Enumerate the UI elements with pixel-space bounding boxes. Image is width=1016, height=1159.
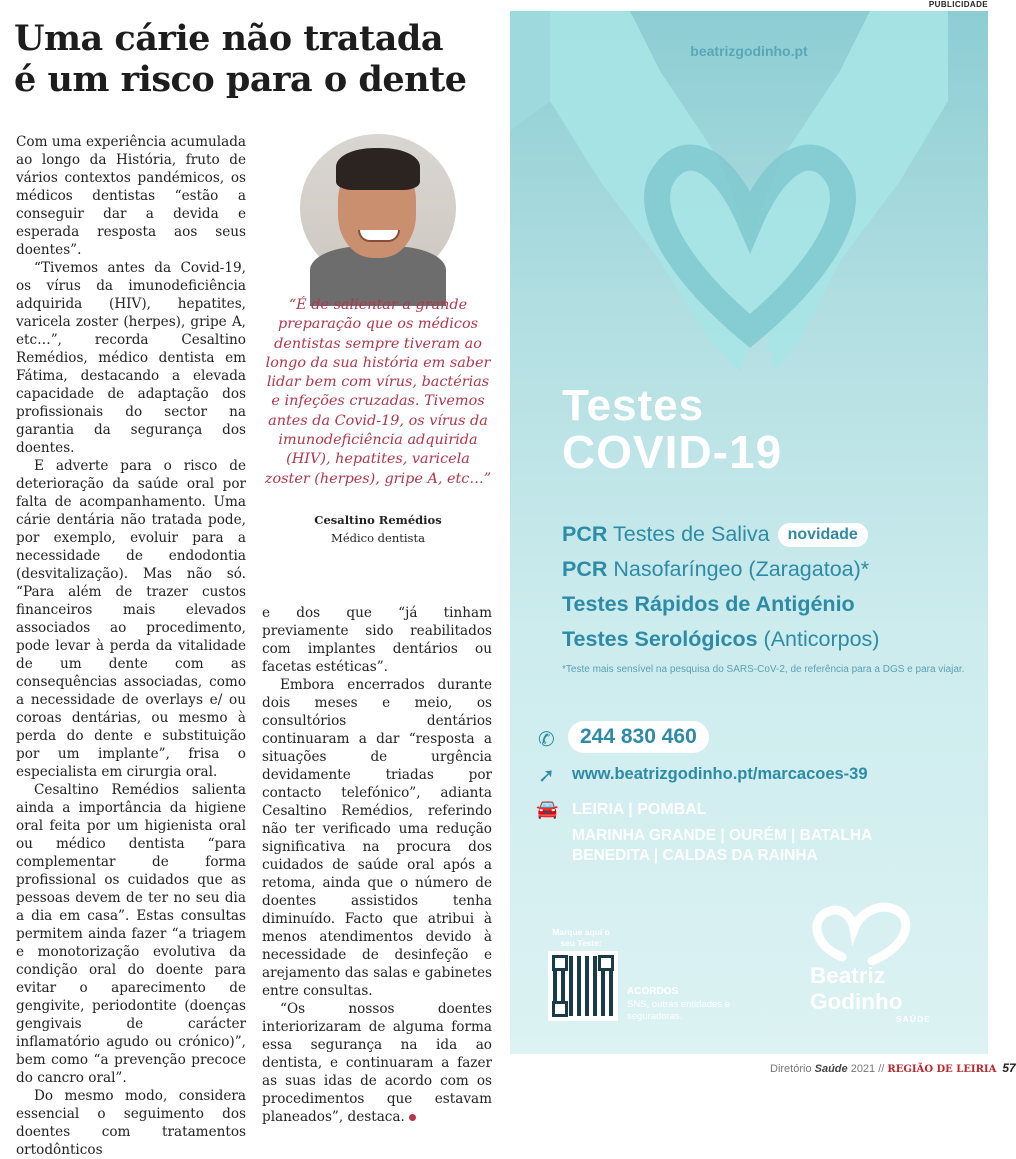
qr-corner	[598, 955, 614, 971]
phone-icon: ✆	[538, 729, 555, 751]
ad-title-line-1: Testes	[562, 381, 705, 430]
click-icon: ➚	[538, 765, 555, 787]
agreements-title: ACORDOS	[627, 986, 679, 997]
test-item	[562, 622, 982, 657]
test-name-rest: (Anticorpos)	[757, 627, 880, 651]
brand-line: Godinho	[810, 989, 903, 1014]
test-item	[562, 552, 982, 587]
phone-number[interactable]: 244 830 460	[568, 721, 709, 753]
paragraph: Do mesmo modo, considera essencial o seguimento dos doentes com tratamentos ortodônticos	[16, 1088, 246, 1158]
article-column-2	[262, 604, 492, 1126]
agreements-text: SNS, outras entidades e seguradoras.	[627, 999, 730, 1022]
paragraph: Cesaltino Remédios salienta ainda a importância da higiene oral feita por um higienista oral ou médico dentista “para complementar de forma profissional os cuidados que as pessoas devem de ter no seu dia a dia em casa”. Estas consultas permitem ainda fazer “a triagem e monotorização evolutiva da condição oral do doente para evitar o aparecimento de gengivite, periodontite (doenças gengivais de carácter inflamatório agudo ou crónico)”, bem como “a prevenção precoce do cancro oral”.	[16, 782, 246, 1086]
locations-primary: LEIRIA | POMBAL	[572, 801, 707, 818]
headline-line-1: Uma cárie não tratada	[14, 18, 444, 59]
test-name-bold: PCR	[562, 557, 608, 581]
paragraph	[262, 1000, 492, 1126]
paragraph: E adverte para o risco de deterioração da saúde oral por falta de acompanhamento. Uma cárie dentária não tratada pode, por exemplo, evoluir para a necessidade de endodontia (desvitalização). Mas não só. “Para além de trazer custos financeiros mais elevados associados ao procedimento, pode levar à perda da vitalidade de um dente com as consequências associadas, como a necessidade de overlays e/ ou coroas dentárias, ou mesmo à perda do dente e substituição por um implante”, frisa o especialista em cirurgia oral.	[16, 458, 246, 780]
page-number: 57	[1002, 1061, 1016, 1075]
qr-caption: Marque aqui o seu Teste:	[552, 927, 610, 948]
test-item	[562, 587, 982, 622]
ad-title-line-2: COVID-19	[562, 426, 783, 478]
paragraph: Embora encerrados durante dois meses e meio, os consultórios dentários continuaram a dar “resposta a situações de urgência devidamente triadas por contacto telefónico”, adianta Cesaltino Remédios, referindo não ter verificado uma redução significativa na procura dos cuidados de saúde oral após a retoma, ainda que o número de doentes assistidos tenha diminuído. Facto que atribui à menos atendimentos devido à necessidade de desinfeção e arejamento das salas e gabinetes entre consultas.	[262, 677, 492, 999]
brand-name	[810, 963, 902, 1015]
advertisement[interactable]	[510, 11, 988, 1054]
test-name-bold: Testes Rápidos de Antigénio	[562, 592, 855, 616]
locations-secondary	[572, 826, 872, 866]
paragraph: Com uma experiência acumulada ao longo da História, fruto de vários contextos pandémicos, os médicos dentistas “estão a conseguir dar a devida e esperada resposta aos seus doentes”.	[16, 134, 246, 258]
gloves-heart-image	[510, 11, 988, 401]
qr-code[interactable]	[548, 951, 618, 1021]
page-footer	[770, 1061, 1016, 1075]
ad-title	[562, 381, 783, 478]
portrait-hair	[336, 148, 420, 190]
headline	[14, 18, 484, 100]
qr-corner	[552, 1001, 568, 1017]
footer-prefix: Diretório	[770, 1063, 815, 1075]
ad-website[interactable]: beatrizgodinho.pt	[690, 43, 808, 59]
brand-line: Beatriz	[810, 963, 886, 988]
portrait-smile	[358, 230, 400, 242]
footer-year: 2021 //	[847, 1063, 888, 1075]
quote-author-role: Médico dentista	[331, 531, 425, 545]
article-column-1	[16, 133, 246, 1159]
paragraph-text: “Os nossos doentes interiorizaram de alguma forma essa segurança na ida ao dentista, e continuaram a fazer as suas idas de acordo com os procedimentos que estavam planeados”, destaca.	[262, 1001, 492, 1125]
headline-line-2: é um risco para o dente	[14, 59, 467, 100]
test-footnote: *Teste mais sensível na pesquisa do SARS-CoV-2, de referência para a DGS e para viajar.	[562, 664, 965, 675]
footer-saude: Saúde	[814, 1063, 848, 1075]
paragraph: e dos que “já tinham previamente sido reabilitados com implantes dentários ou facetas estéticas”.	[262, 605, 492, 675]
test-name-bold: Testes Serológicos	[562, 627, 758, 651]
locations-line: BENEDITA | CALDAS DA RAINHA	[572, 847, 818, 864]
paragraph: “Tivemos antes da Covid-19, os vírus da imunodeficiência adquirida (HIV), hepatites, varicela zoster (herpes), gripe A, etc…”, recorda Cesaltino Remédios, médico dentista em Fátima, destacando a elevada capacidade de adaptação dos profissionais do sector na garantia da segurança dos doentes.	[16, 260, 246, 456]
test-name-rest: Nasofaríngeo (Zaragatoa)*	[607, 557, 870, 581]
pull-quote: “É de salientar a grande preparação que os médicos dentistas sempre tiveram ao longo da sua história em saber lidar bem com vírus, bactérias e infeções cruzadas. Tivemos antes da Covid-19, os vírus da imunodeficiência adquirida (HIV), hepatites, varicela zoster (herpes), gripe A, etc…”	[264, 297, 492, 487]
car-icon: 🚘	[536, 799, 559, 819]
advertising-label: PUBLICIDADE	[928, 0, 988, 9]
qr-corner	[552, 955, 568, 971]
new-badge: novidade	[778, 523, 868, 547]
test-name-rest: Testes de Saliva	[607, 522, 770, 546]
author-portrait	[300, 134, 456, 282]
test-name-bold: PCR	[562, 522, 608, 546]
locations-line: MARINHA GRANDE | OURÉM | BATALHA	[572, 827, 873, 844]
end-mark-icon	[409, 1114, 416, 1121]
tests-list	[562, 517, 982, 657]
quote-author-name: Cesaltino Remédios	[314, 513, 442, 527]
test-item	[562, 517, 982, 552]
brand-subtitle: SAÚDE	[896, 1014, 931, 1024]
footer-publication: REGIÃO DE LEIRIA	[887, 1064, 997, 1075]
booking-link[interactable]: www.beatrizgodinho.pt/marcacoes-39	[572, 765, 868, 783]
